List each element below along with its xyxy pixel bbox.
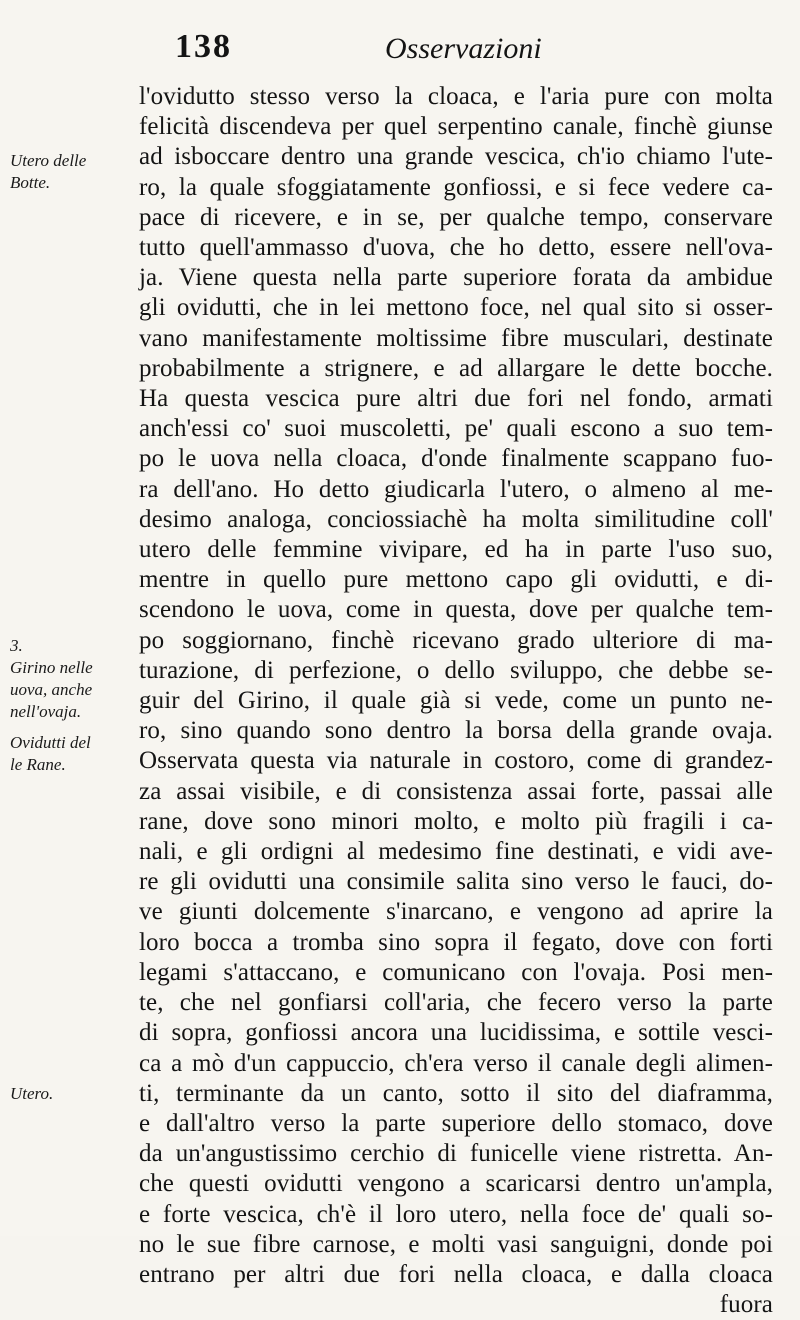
- text-line: e forte vescica, ch'è il loro utero, nella foce de' quali so-: [139, 1200, 773, 1228]
- text-line: vano manifestamente moltissime fibre musculari, destinate: [139, 324, 773, 352]
- text-line: e dall'altro verso la parte superiore dello stomaco, dove: [139, 1109, 773, 1137]
- text-line: utero delle femmine vivipare, ed ha in parte l'uso suo,: [139, 536, 773, 564]
- catchword: fuora: [719, 1291, 773, 1319]
- text-line: pace di ricevere, e in se, per qualche tempo, conservare: [139, 203, 773, 231]
- text-line: po soggiornano, finchè ricevano grado ulteriore di ma-: [139, 626, 773, 654]
- margin-note-line: 3.: [10, 636, 23, 655]
- text-line: ja. Viene questa nella parte superiore forata da ambidue: [139, 264, 773, 292]
- margin-note-utero: [10, 1083, 138, 1105]
- text-line: Ha questa vescica pure altri due fori nel fondo, armati: [139, 385, 773, 413]
- text-line: mentre in quello pure mettono capo gli ovidutti, e di-: [139, 566, 773, 594]
- page-header: [175, 28, 580, 78]
- text-line: re gli ovidutti una consimile salita sino verso le fauci, do-: [139, 868, 773, 896]
- text-line: desimo analoga, conciossiachè ha molta similitudine coll': [139, 505, 773, 533]
- text-line: no le sue fibre carnose, e molti vasi sanguigni, donde poi: [139, 1230, 773, 1258]
- text-line: ad isboccare dentro una grande vescica, ch'io chiamo l'ute-: [139, 143, 773, 171]
- text-line: l'ovidutto stesso verso la cloaca, e l'aria pure con molta: [139, 83, 773, 110]
- text-line: rane, dove sono minori molto, e molto più fragili i ca-: [139, 807, 773, 835]
- text-line: legami s'attaccano, e comunicano con l'ovaja. Posi men-: [139, 958, 773, 986]
- page-number: 138: [175, 28, 232, 65]
- text-line: felicità discendeva per quel serpentino canale, finchè giunse: [139, 113, 773, 141]
- margin-note-line: Utero delle: [10, 151, 87, 170]
- text-line: ca a mò d'un cappuccio, ch'era verso il canale degli alimen-: [139, 1049, 773, 1077]
- text-line: scendono le uova, come in questa, dove per qualche tem-: [139, 596, 773, 624]
- text-line: po le uova nella cloaca, d'onde finalmente scappano fuo-: [139, 445, 773, 473]
- text-line: probabilmente a strignere, e ad allargare le dette bocche.: [139, 354, 773, 382]
- margin-note-line: le Rane.: [10, 755, 66, 774]
- margin-note-line: Utero.: [10, 1084, 54, 1103]
- margin-note-line: Girino nelle: [10, 658, 93, 677]
- text-line: gli ovidutti, che in lei mettono foce, nel qual sito si osser-: [139, 294, 773, 322]
- text-line: nali, e gli ordigni al medesimo fine destinati, e vidi ave-: [139, 838, 773, 866]
- text-line: turazione, di perfezione, o dello sviluppo, che debbe se-: [139, 656, 773, 684]
- text-line: entrano per altri due fori nella cloaca, e dalla cloaca: [139, 1260, 773, 1288]
- text-line: ve giunti dolcemente s'inarcano, e vengono ad aprire la: [139, 898, 773, 926]
- text-line: tutto quell'ammasso d'uova, che ho detto, essere nell'ova-: [139, 234, 773, 262]
- margin-note-line: Ovidutti del: [10, 733, 91, 752]
- text-line: loro bocca a tromba sino sopra il fegato, dove con forti: [139, 928, 773, 956]
- margin-note-line: Botte.: [10, 173, 51, 192]
- margin-note-girino: [10, 635, 138, 723]
- text-line: Osservata questa via naturale in costoro, come di grandez-: [139, 747, 773, 775]
- body-text: [139, 82, 773, 1320]
- text-line: ti, terminante da un canto, sotto il sito del diaframma,: [139, 1079, 773, 1107]
- margin-note-line: nell'ovaja.: [10, 702, 82, 721]
- text-line: za assai visibile, e di consistenza assai forte, passai alle: [139, 777, 773, 805]
- text-line: di sopra, gonfiossi ancora una lucidissima, e sottile vesci-: [139, 1019, 773, 1047]
- text-line: ra dell'ano. Ho detto giudicarla l'utero, o almeno al me-: [139, 475, 773, 503]
- text-line: da un'angustissimo cerchio di funicelle viene ristretta. An-: [139, 1140, 773, 1168]
- text-line: ro, la quale sfoggiatamente gonfiossi, e si fece vedere ca-: [139, 173, 773, 201]
- text-line: che questi ovidutti vengono a scaricarsi dentro un'ampla,: [139, 1170, 773, 1198]
- margin-note-utero-delle-botte: [10, 150, 138, 194]
- text-line: guir del Girino, il quale già si vede, come un punto ne-: [139, 687, 773, 715]
- text-line: anch'essi co' suoi muscoletti, pe' quali escono a suo tem-: [139, 415, 773, 443]
- margin-note-line: uova, anche: [10, 680, 93, 699]
- text-line: te, che nel gonfiarsi coll'aria, che fecero verso la parte: [139, 989, 773, 1017]
- text-line: ro, sino quando sono dentro la borsa della grande ovaja.: [139, 717, 773, 745]
- running-title: Osservazioni: [385, 32, 542, 65]
- margin-note-ovidutti-rane: [10, 732, 138, 776]
